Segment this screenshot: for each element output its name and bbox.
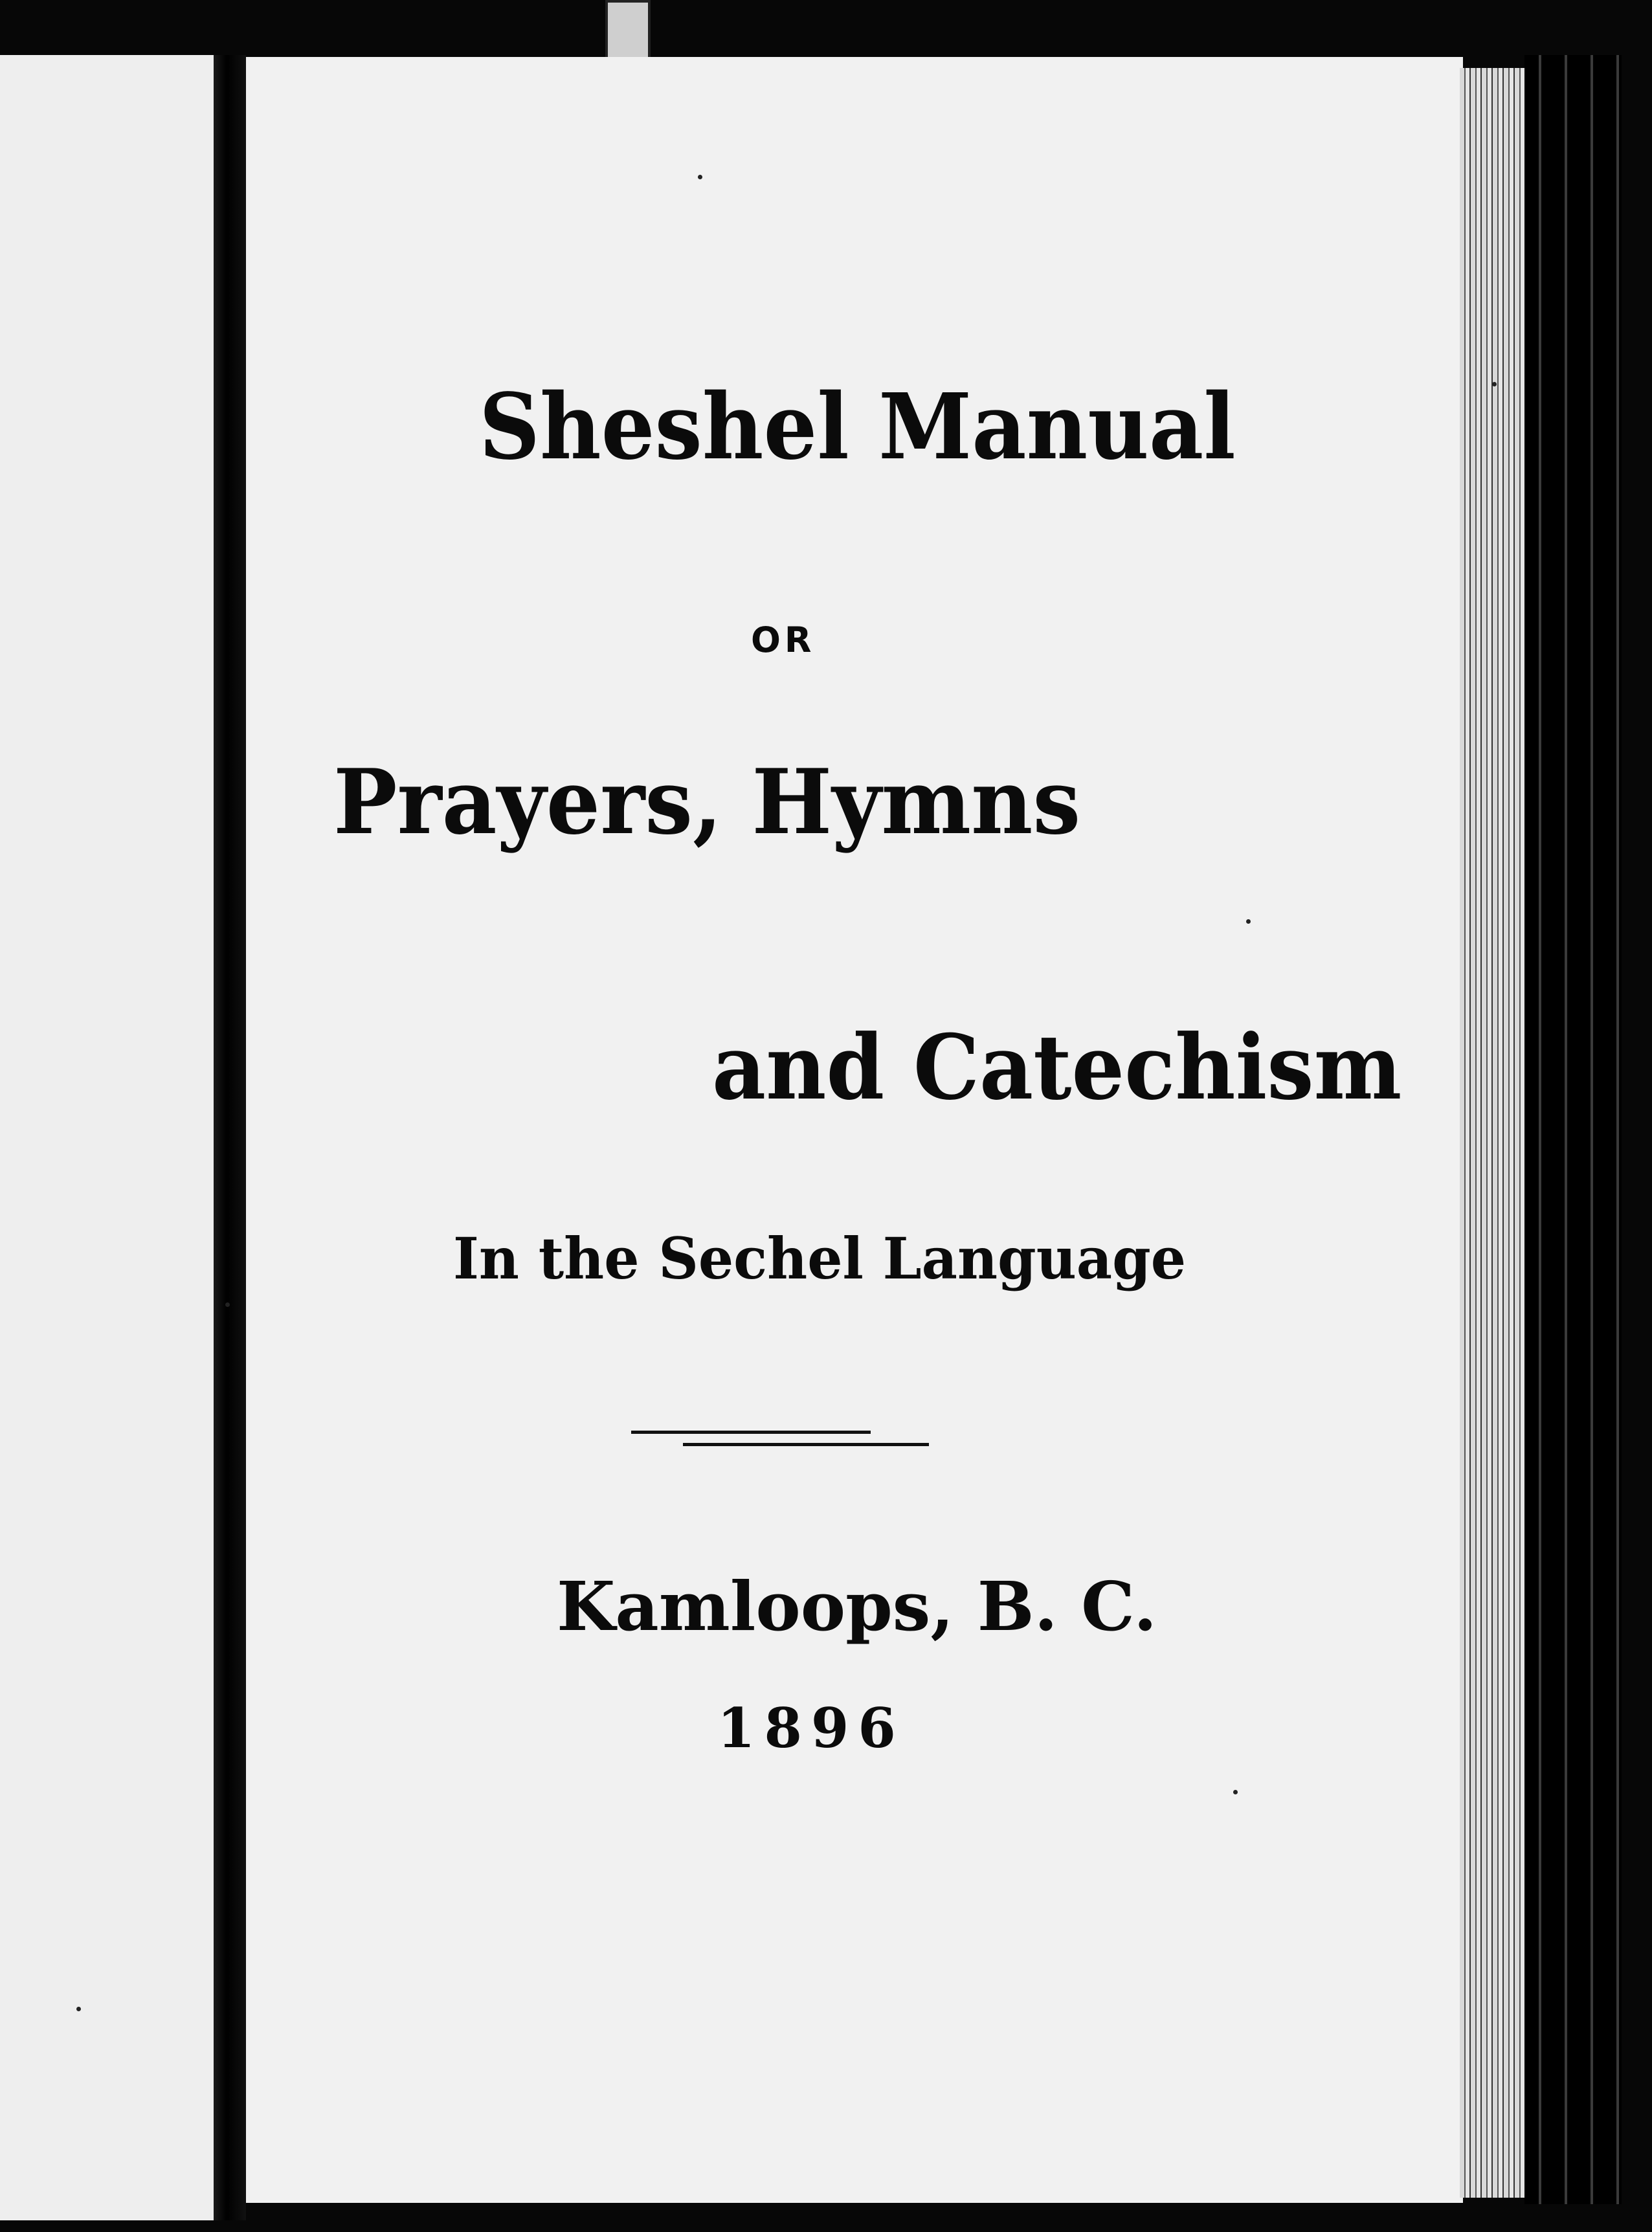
dust-speck [1233, 1790, 1238, 1794]
book-cover-edge [1524, 55, 1622, 2204]
binding-gutter [214, 55, 246, 2220]
page-edges [1460, 68, 1524, 2198]
verso-bleed-through [6, 829, 117, 887]
imprint-year: 1896 [717, 1696, 905, 1760]
decorative-rule-top [631, 1431, 871, 1434]
verso-page [0, 55, 214, 2220]
imprint-place: Kamloops, B. C. [557, 1567, 1157, 1646]
subtitle-line-2: and Catechism [712, 1014, 1402, 1120]
title-connector: OR [751, 619, 816, 660]
language-line: In the Sechel Language [453, 1225, 1187, 1292]
book-title: Sheshel Manual [479, 374, 1236, 480]
dust-speck [76, 2007, 81, 2011]
decorative-rule-bottom [683, 1443, 929, 1446]
subtitle-line-1: Prayers, Hymns [333, 749, 1081, 854]
dust-speck [225, 1302, 230, 1307]
dust-speck [698, 175, 702, 179]
top-tab-marker [605, 0, 651, 61]
dust-speck [1246, 919, 1251, 924]
dust-speck [1492, 382, 1497, 386]
